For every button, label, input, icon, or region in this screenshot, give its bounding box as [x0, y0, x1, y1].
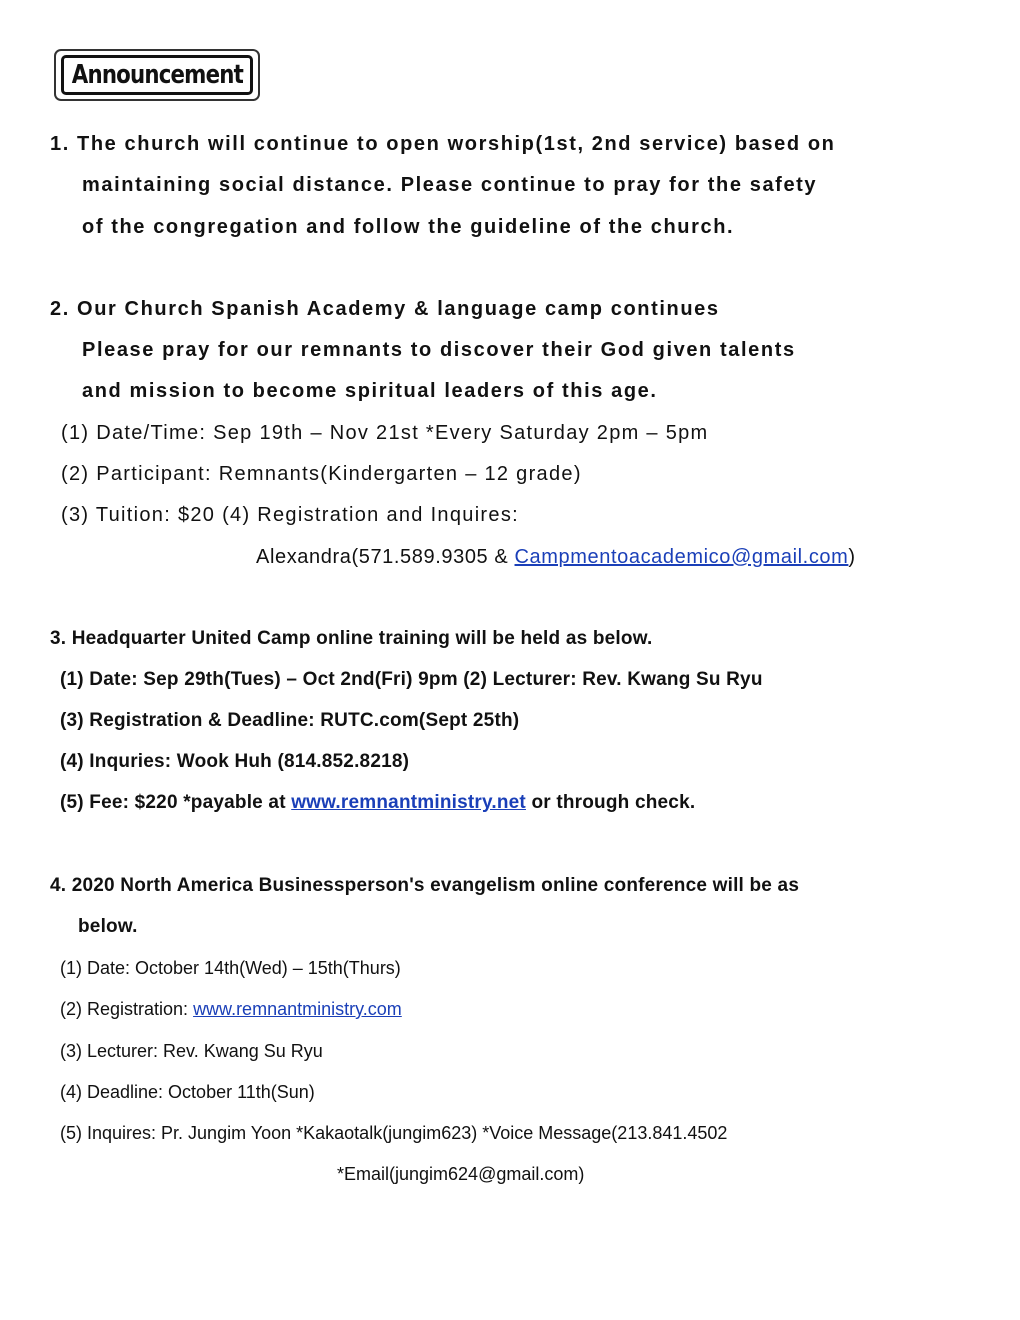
item2-line1: 2. Our Church Spanish Academy & language camp continues: [50, 298, 720, 320]
item1-line3: of the congregation and follow the guideline of the church.: [82, 216, 735, 238]
item2-line2: Please pray for our remnants to discover their God given talents: [82, 339, 796, 361]
item4-registration: [60, 997, 402, 1021]
item4-deadline: (4) Deadline: October 11th(Sun): [60, 1082, 315, 1102]
item4-inquiries: (5) Inquires: Pr. Jungim Yoon *Kakaotalk(jungim623) *Voice Message(213.841.4502: [60, 1123, 728, 1143]
item3-fee-text: (5) Fee: $220 *payable at: [60, 792, 292, 813]
item4-registration-text: (2) Registration:: [60, 999, 194, 1019]
item2-tuition: (3) Tuition: $20 (4) Registration and Inquires:: [61, 504, 519, 526]
item3-inquiries: (4) Inquries: Wook Huh (814.852.8218): [60, 751, 410, 772]
item2-date: (1) Date/Time: Sep 19th – Nov 21st *Every Saturday 2pm – 5pm: [61, 422, 709, 444]
item4-registration-link[interactable]: www.remnantministry.com: [193, 999, 402, 1019]
item2-contact-email-link[interactable]: Campmentoacademico@gmail.com: [514, 546, 849, 568]
item1-line1: 1. The church will continue to open worship(1st, 2nd service) based on: [50, 133, 836, 155]
announcement-title-box: [54, 49, 260, 101]
item3-fee-link[interactable]: www.remnantministry.net: [291, 792, 526, 813]
item1-line2: maintaining social distance. Please continue to pray for the safety: [82, 174, 818, 196]
item3-date: (1) Date: Sep 29th(Tues) – Oct 2nd(Fri) 9pm (2) Lecturer: Rev. Kwang Su Ryu: [60, 669, 763, 690]
item4-lecturer: (3) Lecturer: Rev. Kwang Su Ryu: [60, 1041, 323, 1061]
item3-line1: 3. Headquarter United Camp online training will be held as below.: [50, 628, 653, 649]
announcement-title-frame: [61, 55, 253, 95]
item4-date: (1) Date: October 14th(Wed) – 15th(Thurs): [60, 958, 401, 978]
item2-participant: (2) Participant: Remnants(Kindergarten – 12 grade): [61, 463, 582, 485]
item3-fee-suffix: or through check.: [525, 792, 696, 813]
item4-line1: 4. 2020 North America Businessperson's evangelism online conference will be as: [50, 875, 800, 896]
item3-fee: [60, 791, 695, 815]
item4-line2: below.: [78, 916, 138, 937]
item4-email: *Email(jungim624@gmail.com): [337, 1164, 585, 1184]
item2-contact: [256, 545, 856, 569]
item2-contact-name: Alexandra(571.589.9305 &: [256, 546, 515, 568]
item2-contact-suffix: ): [848, 546, 856, 568]
item3-registration: (3) Registration & Deadline: RUTC.com(Sept 25th): [60, 710, 520, 731]
page-title: Announcement: [71, 60, 243, 90]
item2-line3: and mission to become spiritual leaders of this age.: [82, 380, 658, 402]
